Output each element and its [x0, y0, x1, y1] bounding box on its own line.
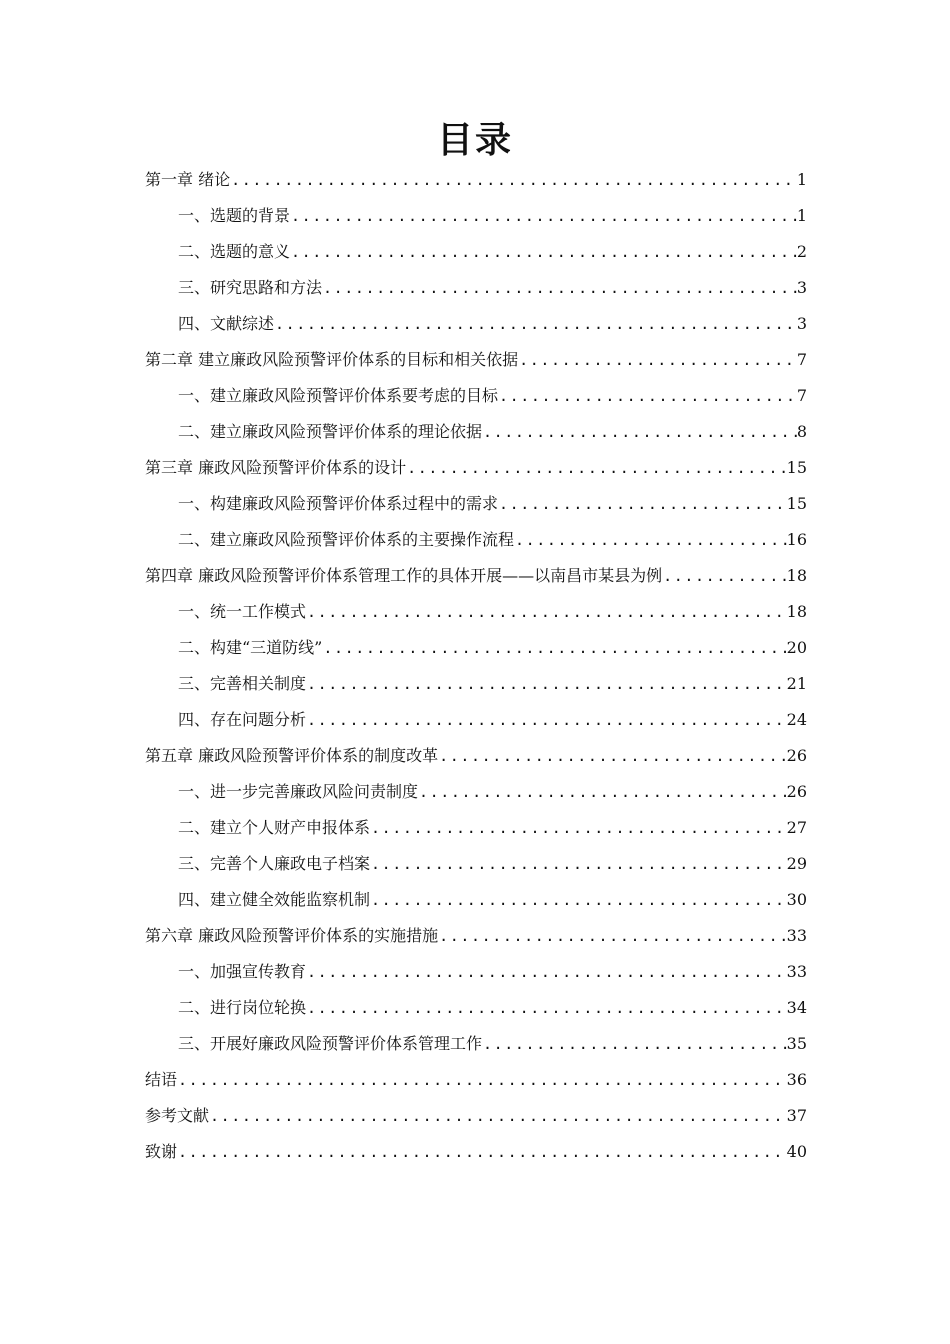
toc-entry-title: 三、研究思路和方法	[178, 278, 323, 297]
toc-page-number: 20	[786, 638, 807, 657]
toc-page-number: 1	[796, 206, 807, 225]
toc-section-entry[interactable]	[145, 378, 807, 414]
toc-page-number: 26	[786, 782, 807, 801]
toc-entry-title: 四、存在问题分析	[178, 710, 307, 729]
toc-entry-title: 四、文献综述	[178, 314, 275, 333]
toc-dot-leader	[482, 414, 797, 450]
toc-entry-title: 一、构建廉政风险预警评价体系过程中的需求	[178, 494, 499, 513]
toc-section-entry[interactable]	[145, 270, 807, 306]
toc-dot-leader	[514, 522, 787, 558]
toc-section-entry[interactable]	[145, 594, 807, 630]
toc-dot-leader	[306, 594, 787, 630]
toc-chapter-entry[interactable]	[145, 1134, 807, 1170]
toc-dot-leader	[230, 162, 797, 198]
toc-chapter-entry[interactable]	[145, 1062, 807, 1098]
toc-dot-leader	[306, 702, 787, 738]
toc-dot-leader	[482, 1026, 787, 1062]
toc-page-number: 24	[786, 710, 807, 729]
toc-dot-leader	[438, 738, 787, 774]
toc-entry-title: 二、选题的意义	[178, 242, 291, 261]
toc-entry-title: 一、选题的背景	[178, 206, 291, 225]
toc-page-number: 7	[796, 386, 807, 405]
toc-dot-leader	[290, 234, 797, 270]
toc-entry-title: 结语	[145, 1070, 178, 1089]
toc-dot-leader	[322, 270, 797, 306]
toc-dot-leader	[406, 450, 787, 486]
toc-entry-title: 第四章 廉政风险预警评价体系管理工作的具体开展——以南昌市某县为例	[145, 566, 663, 585]
toc-dot-leader	[498, 486, 787, 522]
toc-dot-leader	[518, 342, 797, 378]
toc-entry-title: 二、建立廉政风险预警评价体系的主要操作流程	[178, 530, 515, 549]
toc-page-number: 18	[786, 602, 807, 621]
toc-chapter-entry[interactable]	[145, 918, 807, 954]
toc-page-number: 37	[786, 1106, 807, 1125]
toc-entry-title: 第三章 廉政风险预警评价体系的设计	[145, 458, 407, 477]
toc-entry-title: 第二章 建立廉政风险预警评价体系的目标和相关依据	[145, 350, 519, 369]
toc-chapter-entry[interactable]	[145, 342, 807, 378]
toc-section-entry[interactable]	[145, 486, 807, 522]
toc-dot-leader	[438, 918, 787, 954]
toc-page-number: 15	[786, 494, 807, 513]
toc-page-number: 16	[786, 530, 807, 549]
toc-page-number: 33	[786, 926, 807, 945]
toc-entry-title: 一、加强宣传教育	[178, 962, 307, 981]
toc-page-number: 18	[786, 566, 807, 585]
toc-section-entry[interactable]	[145, 414, 807, 450]
toc-chapter-entry[interactable]	[145, 558, 807, 594]
toc-dot-leader	[177, 1062, 787, 1098]
toc-page-number: 30	[786, 890, 807, 909]
toc-dot-leader	[322, 630, 786, 666]
toc-list	[145, 162, 807, 1170]
toc-section-entry[interactable]	[145, 198, 807, 234]
toc-page-number: 34	[786, 998, 807, 1017]
toc-chapter-entry[interactable]	[145, 162, 807, 198]
toc-dot-leader	[418, 774, 787, 810]
toc-dot-leader	[498, 378, 797, 414]
toc-section-entry[interactable]	[145, 1026, 807, 1062]
toc-dot-leader	[306, 990, 787, 1026]
toc-page-number: 1	[796, 170, 807, 189]
toc-entry-title: 一、统一工作模式	[178, 602, 307, 621]
toc-entry-title: 第一章 绪论	[145, 170, 231, 189]
toc-entry-title: 四、建立健全效能监察机制	[178, 890, 371, 909]
toc-entry-title: 二、进行岗位轮换	[178, 998, 307, 1017]
toc-dot-leader	[274, 306, 797, 342]
toc-entry-title: 三、完善相关制度	[178, 674, 307, 693]
toc-section-entry[interactable]	[145, 846, 807, 882]
toc-dot-leader	[370, 846, 787, 882]
toc-section-entry[interactable]	[145, 666, 807, 702]
toc-section-entry[interactable]	[145, 774, 807, 810]
toc-page-number: 3	[796, 278, 807, 297]
toc-chapter-entry[interactable]	[145, 1098, 807, 1134]
toc-page-number: 3	[796, 314, 807, 333]
toc-dot-leader	[370, 882, 787, 918]
toc-entry-title: 三、完善个人廉政电子档案	[178, 854, 371, 873]
toc-page-number: 29	[786, 854, 807, 873]
toc-entry-title: 二、建立廉政风险预警评价体系的理论依据	[178, 422, 483, 441]
toc-section-entry[interactable]	[145, 882, 807, 918]
toc-entry-title: 一、进一步完善廉政风险问责制度	[178, 782, 419, 801]
toc-dot-leader	[662, 558, 787, 594]
toc-chapter-entry[interactable]	[145, 738, 807, 774]
toc-entry-title: 三、开展好廉政风险预警评价体系管理工作	[178, 1034, 483, 1053]
toc-dot-leader	[290, 198, 797, 234]
toc-page-number: 35	[786, 1034, 807, 1053]
toc-page-number: 40	[786, 1142, 807, 1161]
toc-page-number: 8	[796, 422, 807, 441]
toc-dot-leader	[209, 1098, 787, 1134]
toc-section-entry[interactable]	[145, 234, 807, 270]
toc-page-number: 36	[786, 1070, 807, 1089]
toc-entry-title: 参考文献	[145, 1106, 210, 1125]
toc-entry-title: 第五章 廉政风险预警评价体系的制度改革	[145, 746, 439, 765]
toc-page-number: 21	[786, 674, 807, 693]
toc-section-entry[interactable]	[145, 630, 807, 666]
toc-section-entry[interactable]	[145, 306, 807, 342]
toc-chapter-entry[interactable]	[145, 450, 807, 486]
toc-entry-title: 一、建立廉政风险预警评价体系要考虑的目标	[178, 386, 499, 405]
toc-section-entry[interactable]	[145, 810, 807, 846]
toc-dot-leader	[306, 666, 787, 702]
toc-dot-leader	[306, 954, 787, 990]
toc-page-number: 27	[786, 818, 807, 837]
toc-title: 目录	[436, 120, 513, 161]
toc-page-number: 2	[796, 242, 807, 261]
toc-page-number: 33	[786, 962, 807, 981]
toc-section-entry[interactable]	[145, 954, 807, 990]
toc-page-number: 15	[786, 458, 807, 477]
toc-section-entry[interactable]	[145, 990, 807, 1026]
toc-page-number: 7	[796, 350, 807, 369]
toc-section-entry[interactable]	[145, 522, 807, 558]
toc-entry-title: 第六章 廉政风险预警评价体系的实施措施	[145, 926, 439, 945]
toc-entry-title: 致谢	[145, 1142, 178, 1161]
toc-page-number: 26	[786, 746, 807, 765]
toc-entry-title: 二、建立个人财产申报体系	[178, 818, 371, 837]
toc-section-entry[interactable]	[145, 702, 807, 738]
toc-dot-leader	[370, 810, 787, 846]
toc-dot-leader	[177, 1134, 787, 1170]
toc-entry-title: 二、构建“三道防线”	[178, 638, 323, 657]
